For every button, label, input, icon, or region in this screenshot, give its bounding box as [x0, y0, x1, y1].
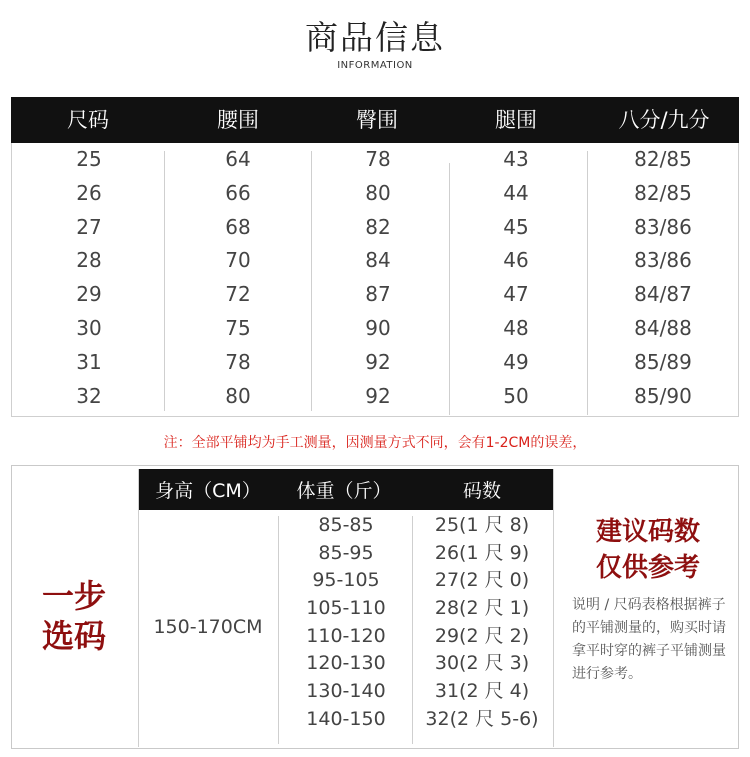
table-cell: 85-95 [318, 541, 374, 564]
header-fit-size: 码数 [462, 480, 501, 502]
table-cell: 27 [76, 214, 102, 239]
measurement-note: 注：全部平铺均为手工测量，因测量方式不同，会有1-2CM的误差， [163, 435, 587, 451]
size-selection-box [11, 465, 739, 749]
table-cell: 92 [365, 349, 391, 374]
table-cell: 50 [503, 383, 529, 408]
table-cell: 64 [225, 147, 251, 171]
table-cell: 80 [365, 180, 391, 205]
size-table [11, 97, 739, 417]
column-divider [553, 469, 554, 747]
table-cell: 90 [365, 315, 391, 340]
table-cell: 26(1 尺 9) [434, 541, 530, 564]
side-label [24, 576, 124, 656]
table-cell: 25 [76, 147, 102, 171]
table-cell: 75 [225, 315, 251, 340]
table-cell: 72 [225, 282, 251, 307]
table-cell: 27(2 尺 0) [434, 569, 530, 592]
table-cell: 78 [225, 349, 251, 374]
table-cell: 44 [503, 180, 529, 205]
table-cell: 70 [225, 248, 251, 273]
table-cell: 28 [76, 248, 102, 273]
header-thigh: 腿围 [495, 108, 537, 132]
table-cell: 83/86 [634, 248, 692, 273]
table-cell: 31(2 尺 4) [434, 680, 530, 703]
table-cell: 105-110 [306, 597, 386, 620]
table-cell: 66 [225, 180, 251, 205]
table-cell: 85/89 [634, 349, 692, 374]
header-hip: 臀围 [356, 108, 398, 132]
table-cell: 29(2 尺 2) [434, 624, 530, 647]
table-cell: 140-150 [306, 707, 386, 730]
table-cell: 84/87 [634, 282, 692, 307]
advice-title [567, 514, 729, 586]
column-divider [278, 516, 279, 744]
table-cell: 82/85 [634, 180, 692, 205]
table-cell: 43 [503, 147, 529, 171]
weight-column [280, 512, 412, 734]
hip-column [312, 143, 444, 413]
header-size: 尺码 [67, 108, 109, 132]
table-cell: 28(2 尺 1) [434, 597, 530, 620]
height-range: 150-170CM [153, 616, 263, 638]
table-cell: 83/86 [634, 214, 692, 239]
table-cell: 85-85 [318, 514, 374, 536]
table-cell: 47 [503, 282, 529, 307]
header-weight: 体重（斤） [296, 480, 392, 502]
table-cell: 130-140 [306, 680, 386, 703]
table-cell: 87 [365, 282, 391, 307]
table-cell: 84 [365, 248, 391, 273]
side-label-line: 选码 [41, 617, 106, 655]
table-cell: 110-120 [306, 624, 386, 647]
table-cell: 29 [76, 282, 102, 307]
table-cell: 82 [365, 214, 391, 239]
fit-size-column [412, 512, 552, 734]
table-cell: 80 [225, 383, 251, 408]
table-cell: 32 [76, 383, 102, 408]
table-cell: 26 [76, 180, 102, 205]
table-cell: 68 [225, 214, 251, 239]
thigh-column [444, 143, 588, 413]
side-label-line: 一步 [41, 577, 106, 615]
size-table-header [11, 97, 739, 143]
page-title: 商品信息 [305, 18, 445, 57]
table-cell: 25(1 尺 8) [434, 514, 530, 536]
table-cell: 49 [503, 349, 529, 374]
waist-column [164, 143, 312, 413]
advice-text: 说明 / 尺码表格根据裤子的平铺测量的，购买时请拿平时穿的裤子平铺测量进行参考。 [572, 597, 726, 682]
selection-header [138, 469, 554, 510]
table-cell: 30(2 尺 3) [434, 652, 530, 675]
table-cell: 82/85 [634, 147, 692, 171]
header-waist: 腰围 [217, 108, 259, 132]
table-cell: 95-105 [312, 569, 380, 592]
table-cell: 32(2 尺 5-6) [425, 707, 539, 730]
table-cell: 45 [503, 214, 529, 239]
advice-title-line: 建议码数 [595, 517, 700, 547]
table-cell: 92 [365, 383, 391, 408]
size-column [12, 143, 166, 413]
table-cell: 46 [503, 248, 529, 273]
advice-title-line: 仅供参考 [595, 553, 700, 583]
table-cell: 120-130 [306, 652, 386, 675]
header-height: 身高（CM） [155, 480, 261, 502]
table-cell: 31 [76, 349, 102, 374]
length-column [588, 143, 738, 413]
header-length: 八分/九分 [618, 108, 710, 132]
table-cell: 85/90 [634, 383, 692, 408]
table-cell: 30 [76, 315, 102, 340]
page-subtitle: INFORMATION [337, 60, 413, 71]
table-cell: 84/88 [634, 315, 692, 340]
table-cell: 48 [503, 315, 529, 340]
table-cell: 78 [365, 147, 391, 171]
